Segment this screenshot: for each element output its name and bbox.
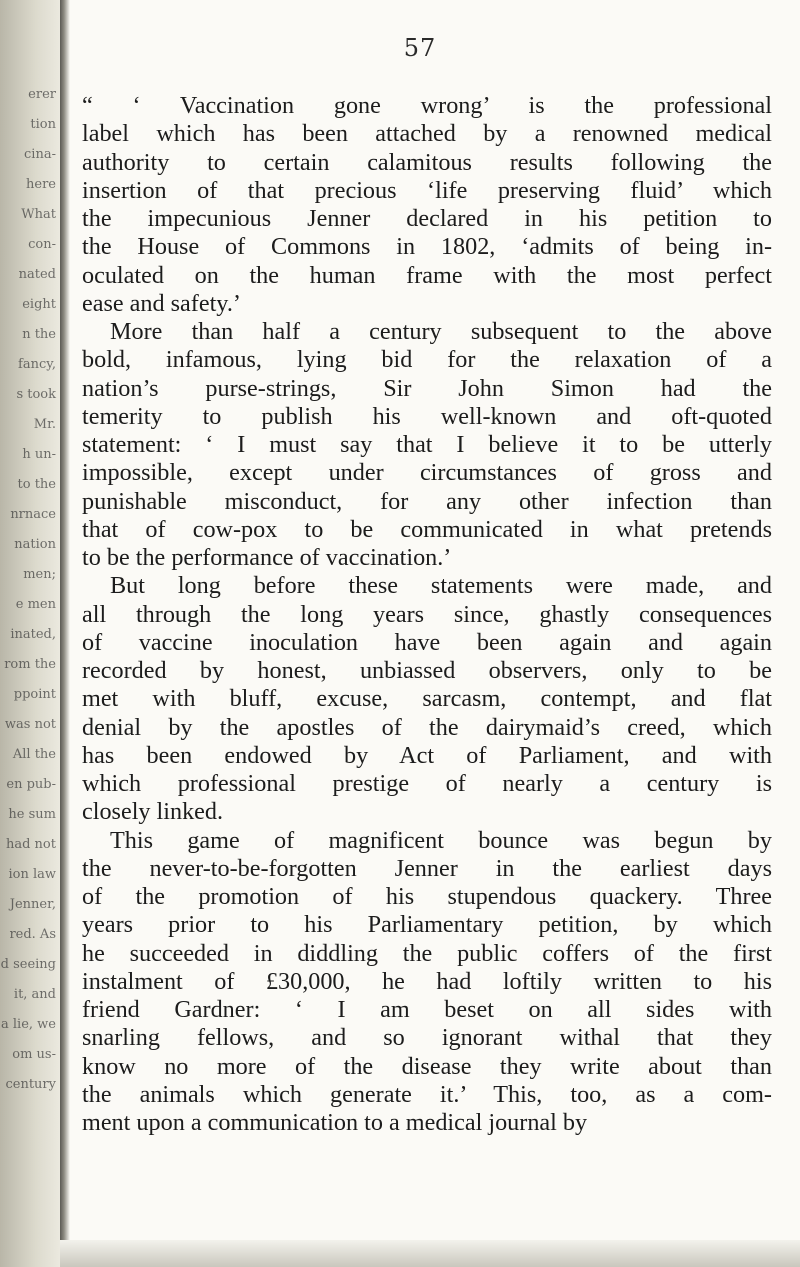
text-line: the never-to-be-forgotten Jenner in the earliest days <box>82 854 772 882</box>
text-line: snarling fellows, and so ignorant withal that they <box>82 1024 772 1052</box>
facing-page-fragment: century <box>5 1077 56 1092</box>
facing-page-fragment: here <box>26 177 56 192</box>
paragraph <box>82 318 772 572</box>
facing-page-fragment: had not <box>5 837 56 852</box>
facing-page-fragment: inated, <box>10 627 56 642</box>
facing-page-fragment: tion <box>30 117 56 132</box>
facing-page-fragment: eight <box>22 297 56 312</box>
text-line: he succeeded in diddling the public coffers of the first <box>82 939 772 967</box>
facing-page-fragment: s took <box>16 387 56 402</box>
facing-page-text-fragments <box>0 80 60 1100</box>
text-line: of vaccine inoculation have been again and again <box>82 628 772 656</box>
text-line: the House of Commons in 1802, ‘admits of being in- <box>82 233 772 261</box>
text-line: years prior to his Parliamentary petition, by which <box>82 911 772 939</box>
facing-page-fragment: rom the <box>4 657 56 672</box>
paragraph <box>82 827 772 1138</box>
text-line: friend Gardner: ‘ I am beset on all sides with <box>82 996 772 1023</box>
text-line: insertion of that precious ‘life preserving fluid’ which <box>82 176 772 204</box>
facing-page-fragment: red. As <box>9 927 56 942</box>
text-line: met with bluff, excuse, sarcasm, contempt, and flat <box>82 685 772 713</box>
facing-page-fragment: en pub- <box>6 777 56 792</box>
facing-page-fragment: men; <box>23 567 56 582</box>
text-line: the animals which generate it.’ This, too, as a com- <box>82 1080 772 1108</box>
facing-page-fragment: to the <box>17 477 56 492</box>
text-line: all through the long years since, ghastly consequences <box>82 600 772 628</box>
paragraph <box>82 572 772 826</box>
facing-page-fragment: was not <box>4 717 56 732</box>
page-number: 57 <box>403 34 437 62</box>
text-line: oculated on the human frame with the most perfect <box>82 261 772 289</box>
facing-page-fragment: fancy, <box>18 357 56 372</box>
facing-page-fragment: cina- <box>24 147 56 162</box>
text-line: of the promotion of his stupendous quackery. Three <box>82 883 772 910</box>
facing-page-fragment: n the <box>22 327 56 342</box>
text-line: statement: ‘ I must say that I believe it to be utterly <box>82 431 772 458</box>
text-line: But long before these statements were made, and <box>110 572 772 600</box>
facing-page-fragment: e men <box>15 597 56 612</box>
book-spine-shadow <box>60 0 70 1267</box>
facing-page-fragment: it, and <box>13 987 56 1002</box>
text-line: This game of magnificent bounce was begun by <box>110 826 772 854</box>
page-bottom-edge <box>60 1240 800 1267</box>
text-line: know no more of the disease they write about than <box>82 1052 772 1080</box>
text-line: that of cow-pox to be communicated in what pretends <box>82 515 772 543</box>
facing-page-fragment: nrnace <box>10 507 56 522</box>
facing-page-fragment: All the <box>12 747 56 762</box>
text-line: punishable misconduct, for any other infection than <box>82 487 772 515</box>
facing-page-fragment: d seeing <box>0 957 56 972</box>
text-line: authority to certain calamitous results following the <box>82 148 772 176</box>
facing-page-fragment: ppoint <box>13 687 56 702</box>
facing-page-fragment: What <box>21 207 56 222</box>
text-line: ease and safety.’ <box>82 289 241 317</box>
facing-page-fragment: a lie, we <box>1 1017 56 1032</box>
paragraph <box>82 92 772 318</box>
text-line: impossible, except under circumstances of gross and <box>82 459 772 487</box>
facing-page-fragment: nated <box>18 267 56 282</box>
facing-page-fragment: om us- <box>12 1047 56 1062</box>
facing-page-fragment: ion law <box>8 867 56 882</box>
facing-page-fragment: he sum <box>8 807 56 822</box>
facing-page-fragment: Mr. <box>33 417 56 432</box>
facing-page-fragment: nation <box>14 537 56 552</box>
body-text <box>82 92 772 1137</box>
text-line: More than half a century subsequent to the above <box>110 318 772 345</box>
text-line: closely linked. <box>82 798 224 826</box>
text-line: to be the performance of vaccination.’ <box>82 544 452 571</box>
text-line: ment upon a communication to a medical journal by <box>82 1109 588 1136</box>
facing-page-fragment: con- <box>28 237 56 252</box>
text-line: the impecunious Jenner declared in his petition to <box>82 205 772 232</box>
text-line: instalment of £30,000, he had loftily written to his <box>82 967 772 995</box>
facing-page-fragment: h un- <box>22 447 56 462</box>
text-line: label which has been attached by a renowned medical <box>82 120 772 148</box>
facing-page-fragment: Jenner, <box>9 897 56 912</box>
text-line: bold, infamous, lying bid for the relaxation of a <box>82 346 772 374</box>
text-line: temerity to publish his well-known and oft-quoted <box>82 402 772 430</box>
text-line: recorded by honest, unbiassed observers, only to be <box>82 657 772 684</box>
facing-page-fragment: erer <box>28 87 56 102</box>
text-line: “ ‘ Vaccination gone wrong’ is the professional <box>82 92 772 119</box>
text-line: has been endowed by Act of Parliament, and with <box>82 741 772 769</box>
text-line: nation’s purse-strings, Sir John Simon had the <box>82 374 772 402</box>
text-line: which professional prestige of nearly a century is <box>82 770 772 797</box>
text-line: denial by the apostles of the dairymaid’s creed, which <box>82 713 772 741</box>
